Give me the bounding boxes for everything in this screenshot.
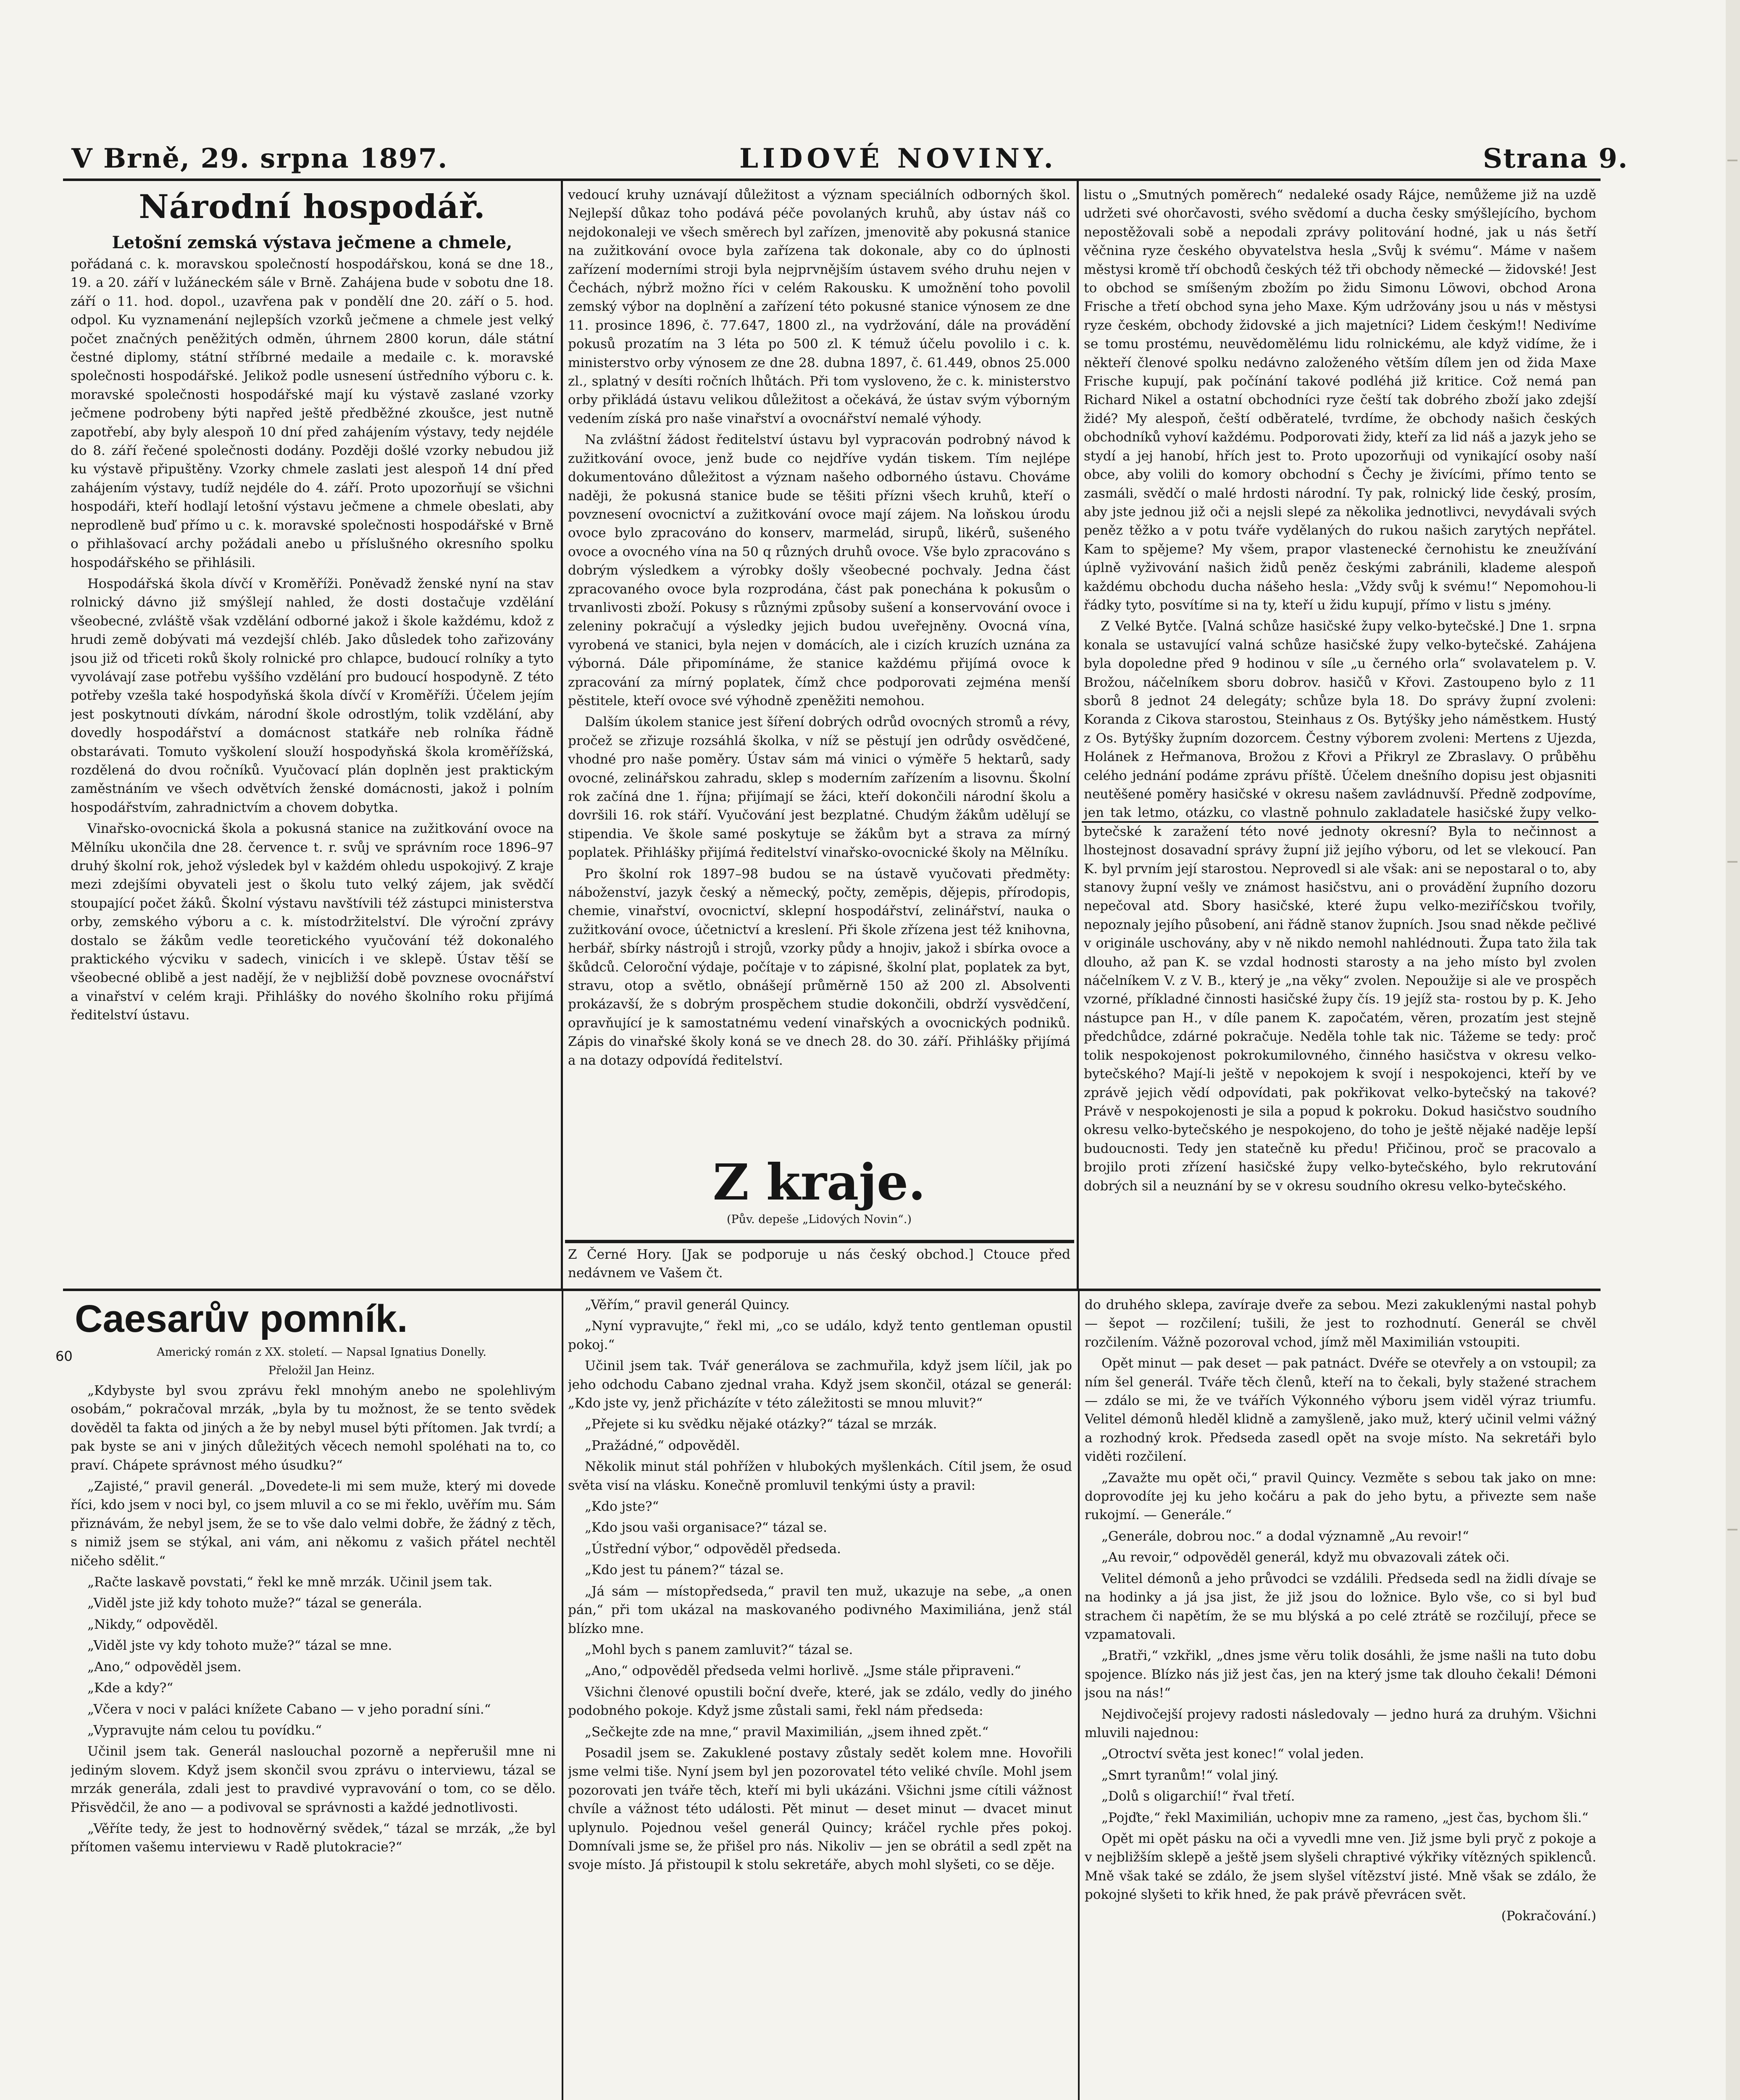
column-rule — [1078, 1290, 1080, 2100]
z-kraje-lead — [568, 1245, 1070, 1285]
header-date: V Brně, 29. srpna 1897. — [71, 143, 448, 174]
story-paragraph: „Otroctví světa jest konec!“ volal jeden. — [1101, 1746, 1364, 1762]
article-paragraph: Dalším úkolem stanice jest šíření dobrých odrůd ovocných stromů a révy, pročež se zřizuje rozsáhlá školka, v níž se pěstují jen odrůdy osvědčené, vhodné pro naše poměry. Ústav sám má vinici o výměře 5 hektarů, sady ovocné, zelinářskou zahradu, sklep s moderním zařízením a lisovnu. Školní rok začíná dne 1. října; přijímají se žáci, kteří dokončili národní školu a dovršili 16. rok stáří. Vyučování jest bezplatné. Chudým žákům udělují se stipendia. Ve škole samé poskytuje se žákům byt a strava za mírný poplatek. Přihlášky přijímá ředitelství vinařsko-ovocnické školy na Mělníku. — [568, 714, 1070, 861]
story-paragraph: „Ano,“ odpověděl jsem. — [87, 1659, 242, 1675]
story-paragraph: „Včera v noci v paláci knížete Cabano — v jeho poradní síni.“ — [87, 1701, 491, 1717]
story-paragraph: Posadil jsem se. Zakuklené postavy zůstaly sedět kolem mne. Hovořili jsme velmi tiše. Nyní jsem byl jen pozorovatel této veliké chvíle. Mohl jsem pozorovati jen tváře těch, kteří mi byli ukázáni. Všichni jsme cítili vážnost chvíle a vážnost této události. Pět minut — deset minut — dvacet minut uplynulo. Pojednou vešel generál Quincy; kráčel rychle přes pokoj. Domnívali jsme se, že přišel pro nás. Nikoliv — jen se obrátil a sedl zpět na svoje místo. Já přistoupil k stolu sekretáře, abych mohl slyšeti, co se děje. — [568, 1745, 1072, 1873]
story-paragraph: „Bratři,“ vzkřikl, „dnes jsme věru tolik dosáhli, že jsme našli na tuto dobu spojence. Blízko nás již jest čas, jen na který jsme tak dlouho čekali! Démoni jsou na nás!“ — [1085, 1648, 1596, 1701]
story-paragraph: „Viděl jste vy kdy tohoto muže?“ tázal se mne. — [87, 1638, 392, 1654]
section-note: (Pův. depeše „Lidových Novin“.) — [726, 1213, 912, 1226]
article-paragraph: vedoucí kruhy uznávají důležitost a význam speciálních odborných škol. Nejlepší důkaz toho podává péče povolaných kruhů, aby ústav náš co nejdokonaleji ve všech směrech byl zařízen, jmenovitě aby pokusná stanice na zužitkování ovoce byla zařízena tak dokonale, aby co do úplnosti zařízení moderními stroji byla nejprvnějším ústavem svého druhu nejen v Čechách, nýbrž možno říci v celém Rakousku. K umožnění toho povolil zemský výbor na doplnění a zařízení této pokusné stanice výnosem ze dne 11. prosince 1896, č. 77.647, 1800 zl., na vydržování, dále na provádění pokusů prozatím na 3 léta po 500 zl. K témuž účelu povolilo i c. k. ministerstvo orby výnosem ze dne 28. dubna 1897, č. 61.449, obnos 25.000 zl., splatný v desíti ročních lhůtách. Při tom vysloveno, že c. k. ministerstvo orby přikládá ústavu velikou důležitost a očekává, že ústav svým výborným vedením získá pro naše vinařství a ovocnářství nemalé výhody. — [568, 187, 1070, 426]
article-paragraph: Na zvláštní žádost ředitelství ústavu byl vypracován podrobný návod k zužitkování ovoce, jenž bude co nejdříve vydán tiskem. Tím nejlépe dokumentováno důležitost a význam našeho odborného ústavu. Chováme naději, že pokusná stanice bude se těšiti přízni všech kruhů, kteří o povznesení ovocnictví a zužitkování ovoce mají zájem. Na loňskou úrodu ovoce bylo zpracováno do konserv, marmelád, sirupů, likérů, sušeného ovoce a ovocného vína na 50 q různých druhů ovoce. Vše bylo zpracováno s dobrým výsledkem a výrobky došly všeobecné pochvaly. Jedna část zpracovaného ovoce byla rozprodána, část pak ponechána k pokusům o trvanlivosti zboží. Pokusy s různými způsoby sušení a konservování ovoce i zeleniny pokračují a výsledky jejich budou uveřejněny. Ovocná vína, vyrobená ve stanici, byla nejen v domácích, ale i cizích kruzích uznána za výborná. Dále připomínáme, že stanice každému přijímá ovoce k zpracování za mírný poplatek, čímž chce podporovati zejména menší pěstitele, kteří ovoce své výhodně zpeněžiti nemohou. — [568, 432, 1070, 709]
column-rule — [1077, 181, 1079, 1290]
article-paragraph: Z Černé Hory. [Jak se podporuje u nás český obchod.] Ctouce před nedávnem ve Vašem čt. — [568, 1247, 1070, 1281]
story-paragraph: Učinil jsem tak. Generál naslouchal pozorně a nepřerušil mne ni jediným slovem. Když jsem skončil svou zprávu o interviewu, tázal se mrzák generála, zdali jest to pravdivé vypravování o tom, co se dělo. Přisvědčil, že ano — a podivoval se správnosti a každé jednotlivosti. — [71, 1744, 556, 1815]
caesar-column-1 — [71, 1296, 556, 2100]
story-paragraph: „Kdo jest tu pánem?“ tázal se. — [585, 1562, 784, 1578]
article-paragraph: Hospodářská škola dívčí v Kroměříži. Poněvadž ženské nyní na stav rolnický dávno již smýšlejí nahled, že dosti dostačuje vzdělání všeobecné, zvláště však vzdělání odborné jakož i škole každému, kdož z hrudi země dobývati má vezdejší chléb. Jako důsledek toho zařizovány jsou již od třiceti roků školy rolnické pro chlapce, budoucí rolníky a tyto vyvolávají zase potřebu vyššího vzdělání pro budoucí hospodyně. Z této potřeby vzešla také hospodyňská škola dívčí v Kroměříži. Účelem jejím jest poskytnouti dívkám, národní škole odrostlým, tolik vzdělání, aby dovedly hospodářství a domácnost statkáře neb rolníka řádně obstarávati. Tomuto vyškolení slouží hospodyňská škola kroměřížská, rozdělená do dvou ročníků. Vyučovací plán doplněn jest praktickým zaměstnáním ve všech odvětvích ženské domácnosti, jakož i polním hospodářstvím, zahradnictvím a chovem dobytka. — [71, 576, 554, 815]
story-paragraph: „Kdybyste byl svou zprávu řekl mnohým anebo ne spolehlivým osobám,“ pokračoval mrzák, „byla by tu možnost, že se tento svědek dověděl ta fakta od jiných a že by nebyl musel býti přítomen. Jak tvrdí; a pak byste se ani v jiných důležitých věcech nemohl spoléhati na to, co praví. Chápete správnost mého úsudku?“ — [71, 1383, 556, 1473]
article-paragraph: listu o „Smutných poměrech“ nedaleké osady Rájce, nemůžeme již na uzdě udržeti své ohorčavosti, svého svědomí a ducha česky smýšlejícího, bychom nepostěžovali sobě a nepodali zprávy politování hodné, jak u nás šetří věčnina ryze českého obyvatelstva hesla „Svůj k svému“. Máme v našem městysi kromě tří obchodů českých též tři obchody německé — židovské! Jest to obchod se smíšeným zbožím po židu Simonu Löwovi, obchod Arona Frische a třetí obchod syna jeho Maxe. Kým udržovány jsou u nás v městysi ryze českém, obchody židovské a jich majetníci? Lidem českým!! Nedivíme se tomu prostému, neuvědomělému lidu rolnickému, ale když vidíme, že i někteří členové spolku nedávno založeného větším dílem jen od žida Maxe Frische kupují, pak počínání takové podléhá již kritice. Což nemá pan Richard Nikel a ostatní obchodníci ryze čeští tak dobrého zboží jako zdejší židé? My alespoň, čeští odběratelé, tvrdíme, že obchody našich českých obchodníků vyhoví každému. Podporovati židy, kteří za lid náš a jazyk jeho se stydí a jej hanobí, hřích jest to. Proto upozorňuji od vynikající osoby naší obce, aby volili do komory obchodní s Čechy je živícími, přímo tento se zasmáli, svědčí o malé hrdosti národní. Ty pak, rolnický lide český, prosím, aby jste jednou již oči a nejsli slepé za několika jednotlivci, nevydávali svých peněz těžko a v potu tváře vydělaných do rukou našich zarytých nepřátel. Kam to spějeme? My všem, prapor vlastenecké černohistu ke zneužívání úplně vyživování našich židů peněz českými zabránili, klademe alespoň každému obchodu ducha nášeho hesla: „Vždy svůj k svému!“ Nepomohou-li řádky tyto, posvítíme si na ty, kteří u židu kupují, přímo v listu s jmény. — [1084, 187, 1596, 613]
story-paragraph: Nejdivočejší projevy radosti následovaly — jedno hurá za druhým. Všichni mluvili najednou: — [1085, 1706, 1596, 1740]
story-paragraph: Velitel démonů a jeho průvodci se vzdálili. Předseda sedl na židli dívaje se na hodinky a já jsa jist, že již jsou do ložnice. Bylo vše, co si byl buď strachem či napětím, že se mu blýská a po celé ztrátě se rozčilují, přece se vzpamatovali. — [1085, 1571, 1596, 1642]
feuilleton-translator: Přeložil Jan Heinz. — [268, 1364, 375, 1377]
header-masthead: LIDOVÉ NOVINY. — [739, 143, 1057, 174]
feuilleton-subtitle: Americký román z XX. století. — Napsal Ignatius Donelly. — [157, 1346, 486, 1359]
story-paragraph: „Vypravujte nám celou tu povídku.“ — [87, 1722, 322, 1738]
narodni-hospodar-column — [71, 187, 554, 1283]
story-paragraph: „Pojďte,“ řekl Maximilián, uchopiv mne za rameno, „jest čas, bychom šli.“ — [1101, 1810, 1589, 1825]
story-paragraph: „Račte laskavě povstati,“ řekl ke mně mrzák. Učinil jsem tak. — [87, 1575, 493, 1590]
story-paragraph: „Kdo jste?“ — [585, 1499, 659, 1515]
story-paragraph: Několik minut stál pohřížen v hlubokých myšlenkách. Cítil jsem, že osud světa visí na vlásku. Konečně promluvil tenkými ústy a pravil: — [568, 1459, 1072, 1493]
story-paragraph: „Smrt tyranům!“ volal jiný. — [1101, 1767, 1279, 1783]
story-paragraph: „Sečkejte zde na mne,“ pravil Maximilián, „jsem ihned zpět.“ — [585, 1724, 989, 1740]
story-paragraph: „Zavažte mu opět oči,“ pravil Quincy. Vezměte s sebou tak jako on mne: doprovodíte jej ku jeho kočáru a pak do jeho bytu, a přivezte sem naše rukojmí. — Generále.“ — [1085, 1470, 1596, 1523]
right-column-upper — [1084, 186, 1596, 1282]
story-paragraph: „Generále, dobrou noc.“ a dodal významně „Au revoir!“ — [1101, 1528, 1469, 1544]
story-paragraph: do druhého sklepa, zavíraje dveře za sebou. Mezi zakuklenými nastal pohyb — šepot — rozčilení; tušili, že jest to rozhodnutí. Generál se chvěl rozčilením. Vážně pozoroval vchod, jímž měl Maximilián vstoupiti. — [1085, 1297, 1596, 1350]
story-paragraph: Opět mi opět pásku na oči a vyvedli mne ven. Již jsme byli pryč z pokoje a v nejbližším sklepě a ještě jsem slyšeli chraptivé výkřiky vítězných spiklenců. Mně však také se zdálo, že jsem slyšel vítězství jisté. Mně však se zdálo, že pokojné slyšeti to křik hned, že pak právě převrácen svět. — [1085, 1831, 1596, 1903]
story-paragraph: „Viděl jste již kdy tohoto muže?“ tázal se generála. — [87, 1596, 422, 1611]
story-paragraph: „Dolů s oligarchií!“ řval třetí. — [1101, 1789, 1295, 1804]
caesar-column-3 — [1085, 1296, 1596, 2100]
mid-column-upper — [568, 186, 1070, 1147]
story-paragraph: „Pražádné,“ odpověděl. — [585, 1438, 740, 1453]
article-paragraph: Vinařsko-ovocnická škola a pokusná stanice na zužitkování ovoce na Mělníku ukončila dne 28. července t. r. svůj ve správním roce 1896–97 druhý školní rok, jehož výsledek byl v každém ohledu uspokojivý. Z kraje mezi zdejšími obyvateli jest o školu tuto velký zájem, jak svědčí stoupající počet žáků. Školní výstavu navštívili též zástupci ministerstva orby, zemského výboru a c. k. místodržitelství. Dle výroční zprávy dostalo se žákům vedle teoretického vyučování též dokonalého praktického výcviku v sadech, vinicích i ve sklepě. Ústav těší se všeobecné oblibě a jest nadějí, že v nejbližší době povznese ovocnářství a vinařství v celém kraji. Přihlášky do nového školního roku přijímá ředitelství ústavu. — [71, 821, 554, 1023]
story-paragraph: „Mohl bych s panem zamluvit?“ tázal se. — [585, 1642, 853, 1657]
story-paragraph: Všichni členové opustili boční dveře, které, jak se zdálo, vedly do jiného podobného pokoje. Když jsme zůstali sami, řekl nám předseda: — [568, 1684, 1072, 1719]
story-paragraph: „Nikdy,“ odpověděl. — [87, 1617, 218, 1632]
story-paragraph: „Nyní vypravujte,“ řekl mi, „co se událo, když tento gentleman opustil pokoj.“ — [568, 1318, 1072, 1352]
story-paragraph: Opět minut — pak deset — pak patnáct. Dvéře se otevřely a on vstoupil; za ním šel generál. Tváře těch členů, kteří na to čekali, byly stažené strachem — zdálo se mi, že ve tvářích Výkonného výboru jsem viděl výraz triumfu. Velitel démonů hleděl klidně a zamyšleně, jako muž, který učinil velmi vážný a rozhodný krok. Předseda zasedl opět na svoje místo. Na sekretáři bylo viděti rozčilení. — [1085, 1356, 1596, 1465]
header-page-number: Strana 9. — [1483, 143, 1629, 174]
continued-note: (Pokračování.) — [1501, 1908, 1596, 1924]
section-rule — [63, 1289, 1601, 1291]
scan-tick — [1727, 160, 1737, 161]
margin-number: 60 — [55, 1348, 73, 1364]
column-rule — [562, 1290, 563, 2100]
story-paragraph: „Ústřední výbor,“ odpověděl předseda. — [585, 1541, 841, 1557]
scan-tick — [1727, 1529, 1737, 1530]
story-paragraph: „Kdo jsou vaši organisace?“ tázal se. — [585, 1520, 827, 1536]
scan-tick — [1727, 861, 1737, 863]
section-title: Národní hospodář. — [139, 188, 486, 226]
story-paragraph: „Ano,“ odpověděl předseda velmi horlivě. „Jsme stále připraveni.“ — [585, 1663, 1021, 1679]
section-title: Z kraje. — [712, 1155, 926, 1211]
story-paragraph: „Já sám — místopředseda,“ pravil ten muž, ukazuje na sebe, „a onen pán,“ při tom ukázal na maskovaného podivného Maximiliána, jenž stál blízko mne. — [568, 1583, 1072, 1636]
story-paragraph: „Přejete si ku svědku nějaké otázky?“ tázal se mrzák. — [585, 1417, 937, 1432]
column-rule — [561, 181, 563, 1290]
header-rule — [63, 178, 1601, 181]
scan-edge — [1726, 0, 1740, 2100]
article-paragraph: Pro školní rok 1897–98 budou se na ústavě vyučovati předměty: náboženství, jazyk český a německý, počty, zeměpis, dějepis, přírodopis, chemie, vinařství, ovocnictví, sklepní hospodářství, zelinářství, nauka o zužitkování ovoce, účetnictví a kreslení. Při škole zřízena jest též knihovna, herbář, sbírky nástrojů i strojů, vzorky půdy a hnojiv, jakož i sbírka ovoce a škůdců. Celoroční výdaje, počítaje v to zápisné, školní plat, poplatek za byt, stravu, otop a světlo, obnášejí průměrně 150 až 200 zl. Absolventi prokázavší, že s dobrým prospěchem studie dokončili, obdrží vysvědčení, opravňující je k samostatnému vedení vinařských a ovocnických podniků. Zápis do vinařské školy koná se ve dnech 28. do 30. září. Přihlášky přijímá a na dotazy odpovídá ředitelství. — [568, 866, 1070, 1068]
story-paragraph: Učinil jsem tak. Tvář generálova se zachmuřila, když jsem líčil, jak po jeho odchodu Cabano zjednal vraha. Když jsem skončil, otázal se generál: „Kdo jste vy, jenž přicházíte v této záležitosti se mnou mluvit?“ — [568, 1358, 1072, 1411]
story-paragraph: „Au revoir,“ odpověděl generál, když mu obvazovali zátek oči. — [1101, 1550, 1510, 1565]
story-paragraph: „Věříte tedy, že jest to hodnověrný svědek,“ tázal se mrzák, „že byl přítomen vašemu interviewu v Radě plutokracie?“ — [71, 1821, 556, 1855]
story-paragraph: „Zajisté,“ pravil generál. „Dovedete-li mi sem muže, který mi dovede říci, kdo jsem v noci byl, co jsem mluvil a co se mi řeklo, uvěřím mu. Sám přiznávám, že nebyl jsem, že se to vše dalo velmi dobře, že žádný z těch, s nimiž jsem se stýkal, ani vám, ani někomu z vašich přátel nechtěl ničeho sdělit.“ — [71, 1479, 556, 1569]
story-paragraph: „Věřím,“ pravil generál Quincy. — [585, 1297, 790, 1312]
article-paragraph: Z Velké Bytče. [Valná schůze hasičské župy velko-bytečské.] Dne 1. srpna konala se ustavující valná schůze hasičské župy velko-bytečské. Zahájena byla dopoledne před 9 hodinou v síle „u černého orla“ svolavatelem p. V. Brožou, náčelníkem sboru dobrov. hasičů v Křovi. Zastoupeno bylo z 11 sborů 8 jednot 24 delegáty; schůze byla 18. Do správy župní zvoleni: Koranda z Cikova starostou, Steinhaus z Os. Bytýšky jeho náměstkem. Hustý z Os. Bytýšky župním dozorcem. Čestny výborem zvoleni: Mertens z Ujezda, Holánek z Heřmanova, Brožou z Křovi a Přikryl ze Zbraslavy. O průběhu celého jednání podáme zprávu příště. Účelem dnešního dopisu jest objasniti neutěšené poměry hasičské v okresu našem zavládnuvší. Předně zodpovíme, jen tak letmo, otázku, co vlastně pohnulo zakladatele hasičské župy velko-bytečské k zaražení této nové jednoty okresní? Byla to nečinnost a lhostejnost dosavadní správy župní již jejího výboru, od let se vlekoucí. Pan K. byl prvním její starostou. Neprovedl si ale však: ani se nepostaral o to, aby stanovy župní vešly ve známost hasičstvu, ani o provádění župního dozoru nepečoval atd. Sbory hasičské, které župu velko-meziříčskou tvořily, nepoznaly jejího působení, ani řádně stanov župních. Jsou snad někde pečlivé v originále uschovány, aby v ně nikdo nemohl nahlédnouti. Župa tato žila tak dlouho, až pan K. se vzdal hodnosti starosty a na jeho místo byl zvolen náčelníkem V. z V. B., který je „na věky“ zvolen. Nepoužije si ale ve prospěch vzorné, příkladné činnosti hasičské župy čís. 19 jejíž sta- rostou by p. K. Jeho nástupce pan H., v díle panem K. započatém, věren, prozatím jest stejně předchůdce, zdárné pokračuje. Neděla tohle tak nic. Tážeme se tedy: proč tolik nespokojenost pokrokumilovného, činného hasičstva v okresu velko-bytečského? Mají-li ještě v nepokojem k svojí i nespokojenci, kteří by ve zprávě jejich vědí odpovídati, pak pokřikovat velko-bytečský na takové? Právě v nespokojenosti je sila a popud k pokroku. Dokud hasičstvo soudního okresu velko-bytečského je nespokojeno, do toho je ještě nějaké naděje lepší budoucnosti. Tedy jen statečně ku předu! Přičinou, proč se pracovalo a brojilo proti zřízení hasičské župy velko-bytečského, bylo rekrutování dobrých sil a neuznání by se v okresu soudního okresu velko-bytečského. — [1084, 619, 1596, 1194]
story-paragraph: „Kde a kdy?“ — [87, 1680, 173, 1696]
feuilleton-title: Caesarův pomník. — [75, 1297, 408, 1340]
article-paragraph: pořádaná c. k. moravskou společností hospodářskou, koná se dne 18., 19. a 20. září v lužáneckém sále v Brně. Zahájena bude v sobotu dne 18. září o 11. hod. dopol., uzavřena pak v pondělí dne 20. září o 5. hod. odpol. Ku vyznamenání nejlepších vzorků ječmene a chmele jest velký počet značných peněžitých odměn, úhrnem 2800 korun, dále státní čestné diplomy, státní stříbrné medaile a medaile c. k. moravské společnosti hospodářské. Jelikož podle usnesení ústředního výboru c. k. moravské společnosti hospodářské mají ku výstavě zaslané vzorky ječmene podrobeny býti napřed ještě předběžné zkoušce, jest nutně zapotřebí, aby byly alespoň 10 dní před zahájením výstavy, tedy nejdéle do 8. září řečené společnosti dodány. Později došlé vzorky nebudou již ku výstavě připuštěny. Vzorky chmele zaslati jest alespoň 14 dní před zahájením výstavy, tudíž nejdéle do 4. září. Proto upozorňují se všichni hospodáři, kteří hodlají letošní výstavu ječmene a chmele obeslati, aby neprodleně buď přímo u c. k. moravské společnosti hospodářské v Brně o přihlašovací archy požádali anebo u příslušného okresního spolku hospodářského se přihlásili. — [71, 257, 554, 570]
article-title: Letošní zemská výstava ječmene a chmele, — [112, 233, 513, 252]
caesar-column-2 — [568, 1296, 1072, 2100]
